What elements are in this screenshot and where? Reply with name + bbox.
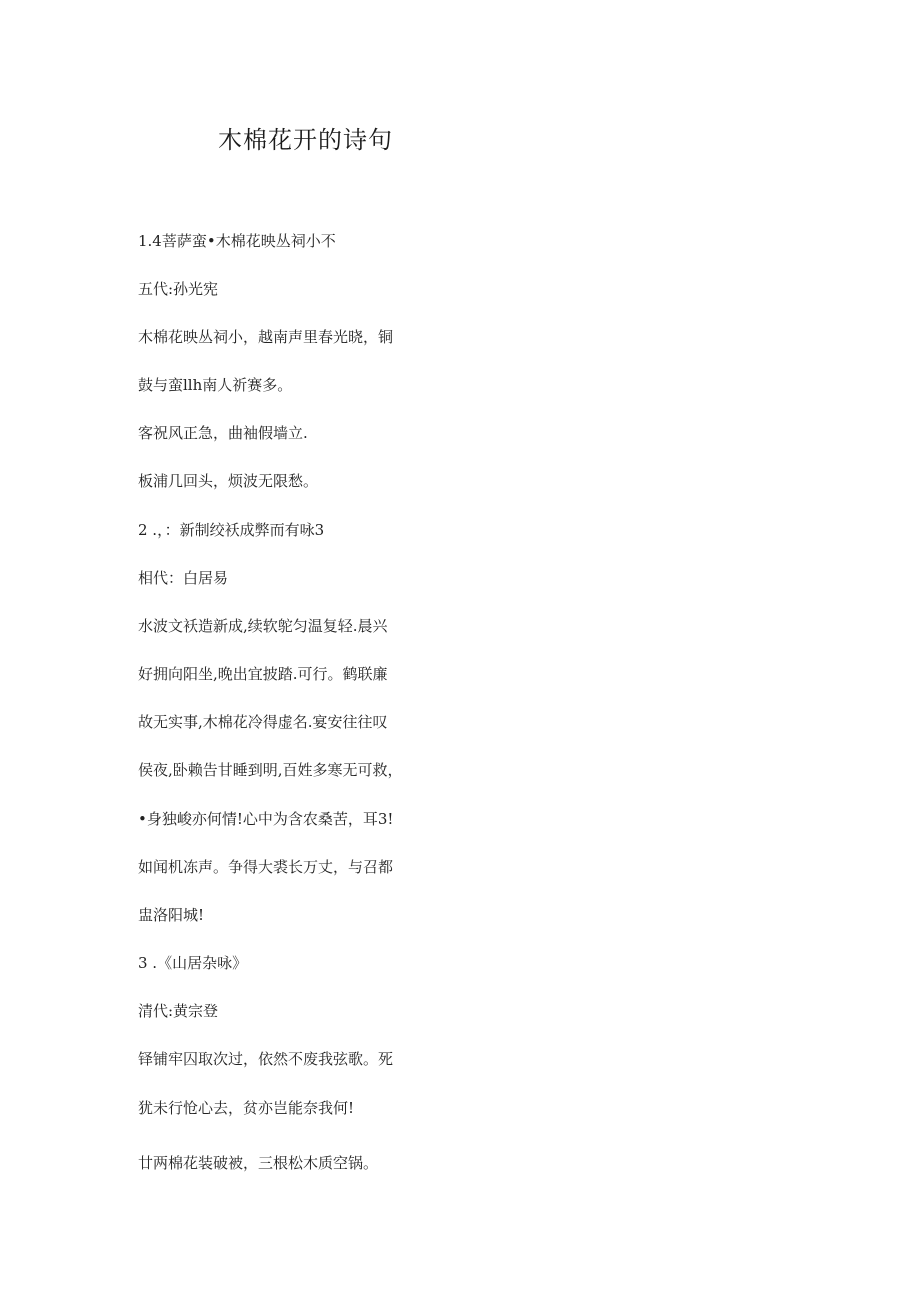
poem-line: •身独峻亦何情!心中为含农桑苦，耳3! xyxy=(138,810,394,828)
poem-line: 板浦几回头，烦波无限愁。 xyxy=(138,472,319,490)
poem-line: 廿两棉花装破被，三根松木质空锅。 xyxy=(138,1154,379,1172)
poem-line: 故无实事,木棉花冷得虚名.宴安往往叹 xyxy=(138,713,388,731)
poem-author-3: 清代:黄宗登 xyxy=(138,1002,219,1020)
poem-line: 侯夜,卧赖告甘睡到明,百姓多寒无可救， xyxy=(138,761,403,779)
poem-line: 鼓与蛮llh南人祈赛多。 xyxy=(138,376,293,394)
poem-heading-3: 3 .《山居杂咏》 xyxy=(138,954,248,972)
poem-heading-2: 2 .，：新制绞袄成弊而有咏3 xyxy=(138,521,325,539)
poem-author-1: 五代:孙光宪 xyxy=(138,280,219,298)
poem-line: 如闻机冻声。争得大裘长万丈，与召都 xyxy=(138,858,394,876)
poem-line: 铎铺牢囚取次过，依然不废我弦歌。死 xyxy=(138,1050,394,1068)
poem-author-2: 相代：白居易 xyxy=(138,569,229,587)
poem-line: 好拥向阳坐,晚出宜披踏.可行。鹤联廉 xyxy=(138,665,388,683)
poem-line: 客祝风正急，曲袖假墙立. xyxy=(138,424,308,442)
page-title: 木棉花开的诗句 xyxy=(218,126,393,154)
poem-line: 木棉花映丛祠小，越南声里春光晓，铜 xyxy=(138,328,394,346)
poem-line: 犹未行怆心去，贫亦岂能奈我何! xyxy=(138,1099,355,1117)
poem-heading-1: 1.4菩萨蛮•木棉花映丛祠小不 xyxy=(138,232,336,250)
poem-line: 盅洛阳城! xyxy=(138,906,205,924)
poem-line: 水波文袄造新成,续软鸵匀温复轻.晨兴 xyxy=(138,617,388,635)
